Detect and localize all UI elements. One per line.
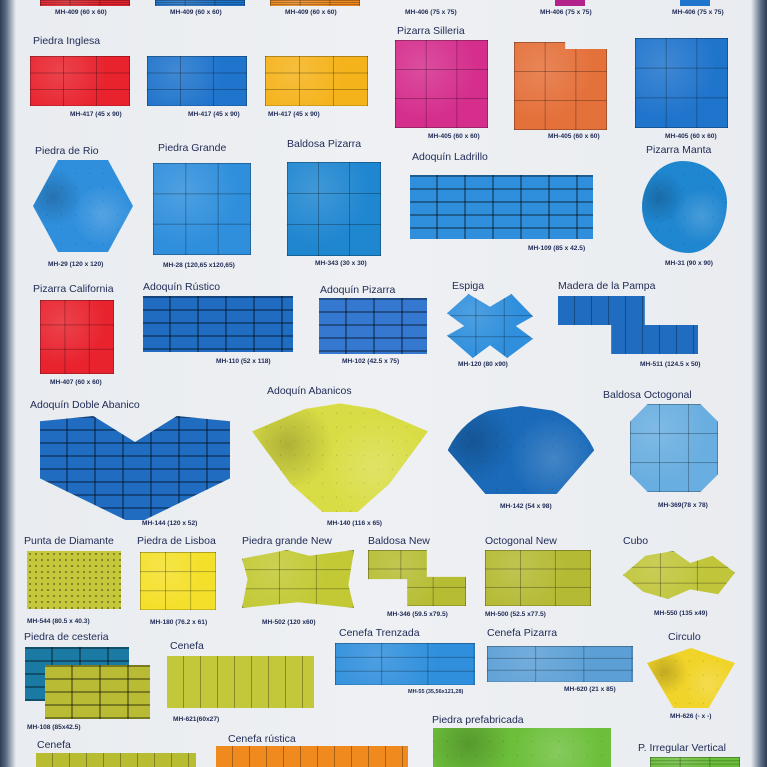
tile-adoquin-rustico [143,296,293,352]
caption-madera-pampa: MH-511 (124.5 x 50) [640,361,701,368]
tile-piedra-rio [33,160,133,252]
label-adoquin-pizarra: Adoquín Pizarra [320,284,396,296]
label-cenefa-pizarra: Cenefa Pizarra [487,627,558,639]
tile-mh409c [270,0,360,6]
tile-espiga [447,294,533,358]
caption-adoquin-rustico: MH-110 (52 x 118) [216,358,271,365]
label-cenefa-rustica: Cenefa rústica [228,733,296,745]
tile-pizarra-california [40,300,114,374]
tile-cenefa2 [36,753,196,767]
tile-mh405a [395,40,488,128]
caption-circulo: MH-626 (- x -) [670,713,712,720]
caption-baldosa-new: MH-346 (59.5 x79.5) [387,611,448,618]
caption-pizarra-california: MH-407 (60 x 60) [50,379,102,386]
caption-piedra-rio: MH-29 (120 x 120) [48,261,104,268]
label-adoquin-doble: Adoquín Doble Abanico [30,399,140,411]
caption-cenefa-pizarra: MH-620 (21 x 85) [564,686,616,693]
label-piedra-rio: Piedra de Rio [35,145,99,157]
tile-piedra-grande [153,163,251,255]
label-piedra-cesteria: Piedra de cesteria [24,631,109,643]
caption-mh417c: MH-417 (45 x 90) [268,111,320,118]
tile-cenefa-pizarra [487,646,633,682]
tile-cesteria-lime [45,665,150,719]
caption-mh142: MH-142 (54 x 98) [500,503,552,510]
label-baldosa-pizarra: Baldosa Pizarra [287,138,362,150]
tile-adoquin-pizarra [319,298,427,354]
caption-pizarra-manta: MH-31 (90 x 90) [665,260,714,267]
caption-adoquin-abanicos: MH-140 (116 x 65) [327,520,382,527]
caption-baldosa-pizarra: MH-343 (30 x 30) [315,260,367,267]
caption-mh409c: MH-409 (60 x 60) [285,9,337,16]
label-punta-diamante: Punta de Diamante [24,535,114,547]
tile-p-irregular [650,757,740,767]
caption-mh405a: MH-405 (60 x 60) [428,133,480,140]
caption-mh417b: MH-417 (45 x 90) [188,111,240,118]
label-baldosa-new: Baldosa New [368,535,430,547]
caption-mh406a: MH-406 (75 x 75) [405,9,457,16]
tile-adoquin-abanicos [252,400,428,512]
caption-adoquin-ladrillo: MH-109 (85 x 42.5) [528,245,586,252]
tile-cenefa-trenzada [335,643,475,685]
tile-cenefa1 [167,656,314,708]
tile-punta-diamante [27,551,121,609]
label-piedra-inglesa: Piedra Inglesa [33,35,101,47]
tile-circulo [647,648,735,708]
label-adoquin-rustico: Adoquín Rústico [143,281,221,293]
tile-baldosa-pizarra [287,162,381,256]
tile-mh417c [265,56,368,106]
label-p-irregular: P. Irregular Vertical [638,742,726,754]
caption-adoquin-pizarra: MH-102 (42.5 x 75) [342,358,400,365]
tile-octogonal-new [485,550,591,606]
label-cenefa1: Cenefa [170,640,204,652]
tile-mh406b [555,0,585,6]
label-circulo: Circulo [668,631,701,643]
label-espiga: Espiga [452,280,485,292]
tile-baldosa-octogonal [630,404,718,492]
label-octogonal-new: Octogonal New [485,535,557,547]
caption-mh417a: MH-417 (45 x 90) [70,111,122,118]
tile-mh142 [440,406,602,494]
caption-mh406c: MH-406 (75 x 75) [672,9,724,16]
tile-mh409a [40,0,130,6]
caption-octogonal-new: MH-500 (52.5 x77.5) [485,611,546,618]
caption-adoquin-doble: MH-144 (120 x 52) [142,520,198,527]
tile-madera-pampa [558,296,698,354]
label-pizarra-california: Pizarra California [33,283,114,295]
tile-cubo [623,551,735,599]
tile-piedra-lisboa [140,552,216,610]
tile-baldosa-new [368,550,466,606]
label-pizarra-manta: Pizarra Manta [646,144,712,156]
caption-mh409a: MH-409 (60 x 60) [55,9,107,16]
label-piedra-prefabricada: Piedra prefabricada [432,714,524,726]
tile-piedra-grande-new [242,550,354,608]
caption-piedra-grande: MH-28 (120,65 x120,65) [163,262,235,269]
caption-cenefa1: MH-621(60x27) [173,716,220,723]
tile-adoquin-ladrillo [410,175,593,239]
caption-mh406b: MH-406 (75 x 75) [540,9,592,16]
tile-piedra-prefabricada [433,728,611,767]
label-cubo: Cubo [623,535,649,547]
tile-pizarra-manta [642,161,727,253]
label-madera-pampa: Madera de la Pampa [558,280,656,292]
label-baldosa-octogonal: Baldosa Octogonal [603,389,692,401]
label-cenefa2: Cenefa [37,739,71,751]
caption-punta-diamante: MH-544 (80.5 x 40.3) [27,618,90,625]
caption-baldosa-octogonal: MH-369(78 x 78) [658,502,708,509]
label-cenefa-trenzada: Cenefa Trenzada [339,627,420,639]
label-piedra-grande: Piedra Grande [158,142,227,154]
caption-mh409b: MH-409 (60 x 60) [170,9,222,16]
label-piedra-grande-new: Piedra grande New [242,535,332,547]
caption-piedra-cesteria: MH-108 (85x42.5) [27,724,81,731]
tile-cenefa-rustica [216,746,408,767]
label-adoquin-ladrillo: Adoquín Ladrillo [412,151,488,163]
caption-mh405b: MH-405 (60 x 60) [548,133,600,140]
label-adoquin-abanicos: Adoquín Abanicos [267,385,352,397]
caption-piedra-grande-new: MH-502 (120 x60) [262,619,316,626]
tile-adoquin-doble [40,416,230,520]
tile-mh405b [514,42,607,130]
caption-cenefa-trenzada: MH-55 (35,56x121,28) [408,689,464,695]
tile-mh406c [680,0,710,6]
label-pizarra-silleria: Pizarra Silleria [397,25,465,37]
tile-mh405c [635,38,728,128]
caption-mh405c: MH-405 (60 x 60) [665,133,717,140]
tile-mh417a [30,56,130,106]
caption-cubo: MH-550 (135 x49) [654,610,708,617]
label-piedra-lisboa: Piedra de Lisboa [137,535,216,547]
tile-mh409b [155,0,245,6]
caption-espiga: MH-120 (80 x90) [458,361,508,368]
tile-mh417b [147,56,247,106]
caption-piedra-lisboa: MH-180 (76.2 x 61) [150,619,208,626]
